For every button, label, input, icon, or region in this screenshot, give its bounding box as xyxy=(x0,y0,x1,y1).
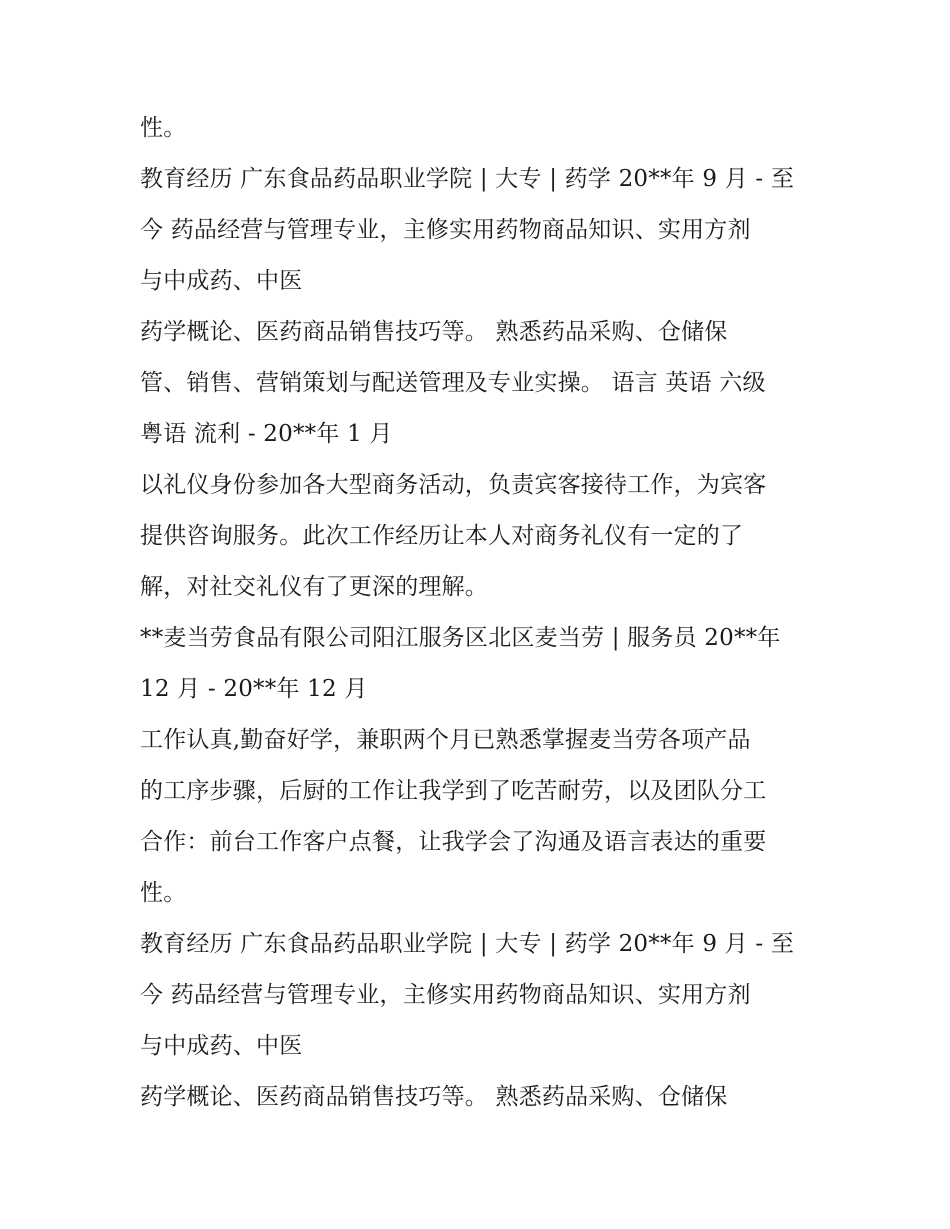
text-line: 药学概论、医药商品销售技巧等。 熟悉药品采购、仓储保 xyxy=(140,1084,728,1110)
text-line: 教育经历 广东食品药品职业学院 | 大专 | 药学 20**年 9 月 - 至 xyxy=(140,931,795,957)
text-line: 今 药品经营与管理专业，主修实用药物商品知识、实用方剂 xyxy=(140,982,751,1008)
text-line: 性。 xyxy=(140,880,187,906)
document-body xyxy=(140,103,820,1123)
text-line: 教育经历 广东食品药品职业学院 | 大专 | 药学 20**年 9 月 - 至 xyxy=(140,166,795,192)
text-line: 提供咨询服务。此次工作经历让本人对商务礼仪有一定的了 xyxy=(140,523,744,549)
text-line: 粤语 流利 - 20**年 1 月 xyxy=(140,421,393,447)
text-line: 的工序步骤，后厨的工作让我学到了吃苦耐劳，以及团队分工 xyxy=(140,778,767,804)
text-line: **麦当劳食品有限公司阳江服务区北区麦当劳 | 服务员 20**年 xyxy=(140,625,781,651)
text-line: 工作认真,勤奋好学，兼职两个月已熟悉掌握麦当劳各项产品 xyxy=(140,727,751,753)
text-line: 合作：前台工作客户点餐，让我学会了沟通及语言表达的重要 xyxy=(140,829,767,855)
text-line: 12 月 - 20**年 12 月 xyxy=(140,676,368,702)
text-line: 以礼仪身份参加各大型商务活动，负责宾客接待工作，为宾客 xyxy=(140,472,767,498)
text-line: 与中成药、中医 xyxy=(140,268,303,294)
text-line: 解，对社交礼仪有了更深的理解。 xyxy=(140,574,488,600)
text-line: 药学概论、医药商品销售技巧等。 熟悉药品采购、仓储保 xyxy=(140,319,728,345)
text-line: 与中成药、中医 xyxy=(140,1033,303,1059)
text-line: 管、销售、营销策划与配送管理及专业实操。 语言 英语 六级 xyxy=(140,370,766,396)
text-line: 今 药品经营与管理专业，主修实用药物商品知识、实用方剂 xyxy=(140,217,751,243)
text-line: 性。 xyxy=(140,115,187,141)
